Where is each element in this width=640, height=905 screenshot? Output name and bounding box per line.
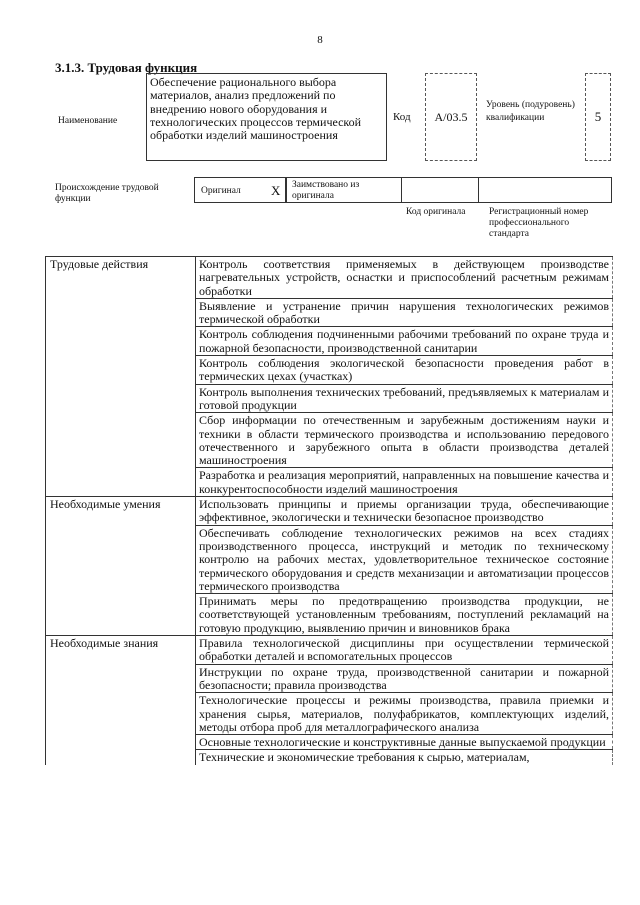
requirement-item: Разработка и реализация мероприятий, направленных на повышение качества и конкурентоспособности изделий машиностроения [196,468,613,497]
requirement-item: Технические и экономические требования к сырью, материалам, [196,750,613,765]
requirement-item: Использовать принципы и приемы организации труда, обеспечивающие эффективное, экологически и технически безопасное производство [196,497,613,526]
category-cell [46,525,196,593]
category-cell [46,298,196,327]
requirement-item: Принимать меры по предотвращению производства продукции, не соответствующей установленным требованиям, поступлений рекламаций на готовую продукцию, выявлению причин и виновников брака [196,594,613,636]
category-cell [46,356,196,385]
table-row [46,413,613,468]
borrowed-cell [286,177,402,203]
original-cell [194,177,286,203]
code-label: Код [393,111,411,123]
table-row [46,750,613,765]
borrowed-label: Заимствовано из оригинала [292,180,360,201]
table-row [46,327,613,356]
name-label: Наименование [58,116,118,126]
function-name: Обеспечение рационального выбора материалов, анализ предложений по внедрению нового оборудования и технологических процессов термической обработки изделий машиностроения [146,73,387,161]
requirement-item: Контроль соблюдения экологической безопасности проведения работ в термических цехах (участках) [196,356,613,385]
function-details-table [45,256,613,765]
table-row [46,468,613,497]
table-row [46,497,613,526]
level-label: Уровень (подуровень) квалификации [486,100,575,123]
requirement-item: Контроль выполнения технических требований, предъявляемых к материалам и готовой продукции [196,384,613,413]
table-row [46,664,613,693]
category-label: Необходимые умения [46,497,196,526]
category-cell [46,594,196,636]
level-value: 5 [585,73,611,161]
requirement-item: Выявление и устранение причин нарушения технологических режимов термической обработки [196,298,613,327]
category-label: Необходимые знания [46,636,196,665]
table-row [46,257,613,299]
category-cell [46,327,196,356]
table-row [46,298,613,327]
category-cell [46,693,196,735]
page-number: 8 [317,34,323,46]
table-row [46,735,613,750]
category-cell [46,384,196,413]
reg-number-cell [478,177,612,203]
original-mark: X [271,183,281,198]
requirement-item: Основные технологические и конструктивные данные выпускаемой продукции [196,735,613,750]
category-label: Трудовые действия [46,257,196,299]
table-row [46,525,613,593]
table-row [46,636,613,665]
code-original-label: Код оригинала [406,207,466,217]
code-original-cell [402,177,478,203]
category-cell [46,413,196,468]
requirement-item: Сбор информации по отечественным и зарубежным достижениям науки и техники в области термического производства и использованию передового отечественного и зарубежного опыта в области производства деталей машиностроения [196,413,613,468]
origin-label: Происхождение трудовой функции [55,183,159,204]
category-cell [46,750,196,765]
table-row [46,693,613,735]
original-label: Оригинал [201,186,241,196]
table-row [46,594,613,636]
requirement-item: Контроль соответствия применяемых в действующем производстве нагревательных устройств, оснастки и приспособлений расчетным режимам обработки [196,257,613,299]
category-cell [46,735,196,750]
table-row [46,356,613,385]
requirement-item: Обеспечивать соблюдение технологических режимов на всех стадиях производственного процесса, инструкций и методик по техническому контролю на рабочих местах, удовлетворительное техническое состояние термического оборудования и средств механизации и автоматизации процессов термического производства [196,525,613,593]
requirement-item: Контроль соблюдения подчиненными рабочими требований по охране труда и пожарной безопасности, производственной санитарии [196,327,613,356]
category-cell [46,664,196,693]
reg-number-label: Регистрационный номер профессионального стандарта [489,207,589,239]
code-value: A/03.5 [425,73,477,161]
section-title: 3.1.3. Трудовая функция [55,60,198,75]
requirement-item: Правила технологической дисциплины при осуществлении термической обработки деталей и вспомогательных процессов [196,636,613,665]
requirement-item: Технологические процессы и режимы производства, правила приемки и хранения сырья, материалов, полуфабрикатов, комплектующих изделий, методы отбора проб для металлографического анализа [196,693,613,735]
category-cell [46,468,196,497]
requirement-item: Инструкции по охране труда, производственной санитарии и пожарной безопасности; правила производства [196,664,613,693]
table-row [46,384,613,413]
